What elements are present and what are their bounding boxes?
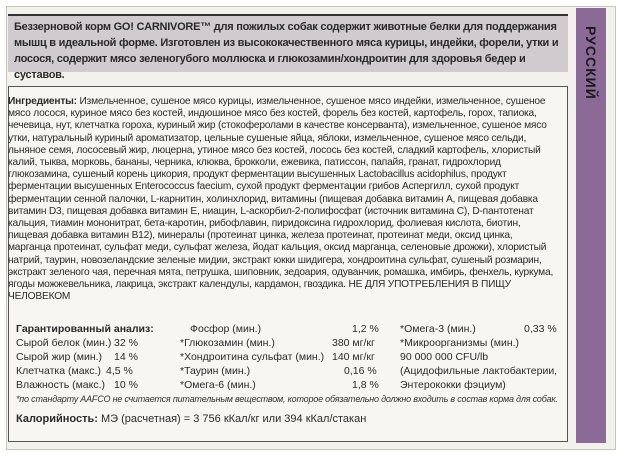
analysis-label: Энтерококки фэциум) xyxy=(400,379,506,391)
analysis-label: Сырой белок (мин.) xyxy=(16,337,112,349)
intro-line-3: лосося, содержит мясо зеленогубого моллюска и глюкозамин/хондроитин для здоровья бедер и суставов. xyxy=(14,53,526,81)
analysis-label: *Микроорганизмы (мин.) xyxy=(400,337,520,349)
intro-line-1: Беззерновой корм GO! CARNIVORE™ для пожилых собак содержит животные белки для поддержания xyxy=(14,21,557,33)
ingredients-text xyxy=(8,96,558,303)
analysis-label: *Хондроитина сульфат (мин.) xyxy=(180,351,325,363)
intro-box xyxy=(8,14,568,81)
calories xyxy=(16,413,366,425)
analysis-value: 0,33 % xyxy=(524,323,557,335)
analysis-label: Сырой жир (мин.) xyxy=(16,351,103,363)
analysis-label: Клетчатка (макс.) xyxy=(16,365,101,377)
analysis-value: 140 мг/кг xyxy=(332,351,375,363)
analysis-value: 1,2 % xyxy=(352,323,379,335)
language-tab xyxy=(576,8,606,443)
analysis-value: 1,8 % xyxy=(352,379,379,391)
analysis-row xyxy=(16,351,102,363)
ingredients-body: Измельченное, сушеное мясо курицы, измельченное, сушеное мясо индейки, измельченное, сушеное мясо лосося, куриное мясо без костей, индюшиное мясо без костей, форель без костей, картофель, горох, тапиока, чечевица, нут, клетчатка гороха, куриный жир (стокоферолами в качестве консерванта), измельченное, сушеное мясо утки, натуральный куриный ароматизатор, цельные сушеные яйца, яблоки, измельченное, сушеное мясо сельди, льняное семя, лососевый жир, люцерна, утиное мясо без костей, лосось без костей, сладкий картофель, хлористый калий, тыква, морковь, бананы, черника, клюква, брокколи, ежевика, патиссон, папайя, гранат, гидрохлорид глюкозамина, сушеный корень цикория, продукт ферментации высушенных Lactobacillus acidophilus, продукт ферментации высушенных Enterococcus faecium, сухой продукт ферментации грибов Аспергилл, сухой продукт ферментации сенной палочки, L-карнитин, холинхлорид, витамины (пищевая добавка витамин А, пищевая добавка витамин D3, пищевая добавка витамин Е, ниацин, L-аскорбил-2-полифосфат (источник витамина С), D-пантотенат кальция, тиамин мононитрат, бета-каротин, рибофлавин, пиридоксина гидрохлорид, фолиевая кислота, биотин, пищевая добавка витамин В12), минералы (протеинат цинка, железа протеинат, протеинат меди, оксид цинка, марганца протеинат, сульфат меди, сульфат железа, йодат кальция, оксид марганца, селеновые дрожжи), хлористый натрий, таурин, новозеландские зеленые мидии, экстракт юкки шидигера, хондроитина сульфат, сушеный розмарин, экстракт зеленого чая, перечная мята, петрушка, шиповник, зедоария, одуванчик, ромашка, имбирь, фенхель, куркума, ягоды можжевельника, лакрица, экстракт календулы, кардамон, гвоздика. НЕ ДЛЯ УПОТРЕБЛЕНИЯ В ПИЩУ ЧЕЛОВЕКОМ xyxy=(8,96,554,303)
analysis-label: (Ацидофильные лактобактерии, xyxy=(400,365,558,377)
analysis-value: 380 мг/кг xyxy=(332,337,375,349)
analysis-label: *Омега-3 (мин.) xyxy=(400,323,476,335)
analysis-label: *Глюкозамин (мин.) xyxy=(180,337,275,349)
ingredients-title: Ингредиенты: xyxy=(8,96,77,107)
analysis-value: 14 % xyxy=(114,351,138,363)
analysis-label: Влажность (макс.) xyxy=(16,379,106,391)
analysis-value: 4,5 % xyxy=(106,365,133,377)
analysis-label: *Омега-6 (мин.) xyxy=(180,379,256,391)
analysis-row xyxy=(16,365,101,377)
analysis-value: 0,16 % xyxy=(344,365,377,377)
analysis-label: *Таурин (мин.) xyxy=(180,365,251,377)
analysis-label: 90 000 000 CFU/lb xyxy=(400,351,489,363)
intro-line-2: мышц в идеальной форме. Изготовлен из высококачественного мяса курицы, индейки, форели, утки и xyxy=(14,37,559,49)
language-tab-label: РУССКИЙ xyxy=(583,26,599,100)
analysis-row xyxy=(16,337,111,349)
analysis-label: Фосфор (мин.) xyxy=(190,323,262,335)
analysis-value: 32 % xyxy=(114,337,138,349)
analysis-row xyxy=(16,379,105,391)
calories-value: МЭ (расчетная) = 3 756 кКал/кг или 394 кКал/стакан xyxy=(97,413,367,425)
footnote: *по стандарту AAFCO не считается питательным веществом, которое обязательно должно входить в состав корма для собак. xyxy=(16,394,558,404)
analysis-title: Гарантированный анализ: xyxy=(16,323,154,335)
analysis-value: 10 % xyxy=(114,379,138,391)
calories-title: Калорийность: xyxy=(16,413,98,425)
